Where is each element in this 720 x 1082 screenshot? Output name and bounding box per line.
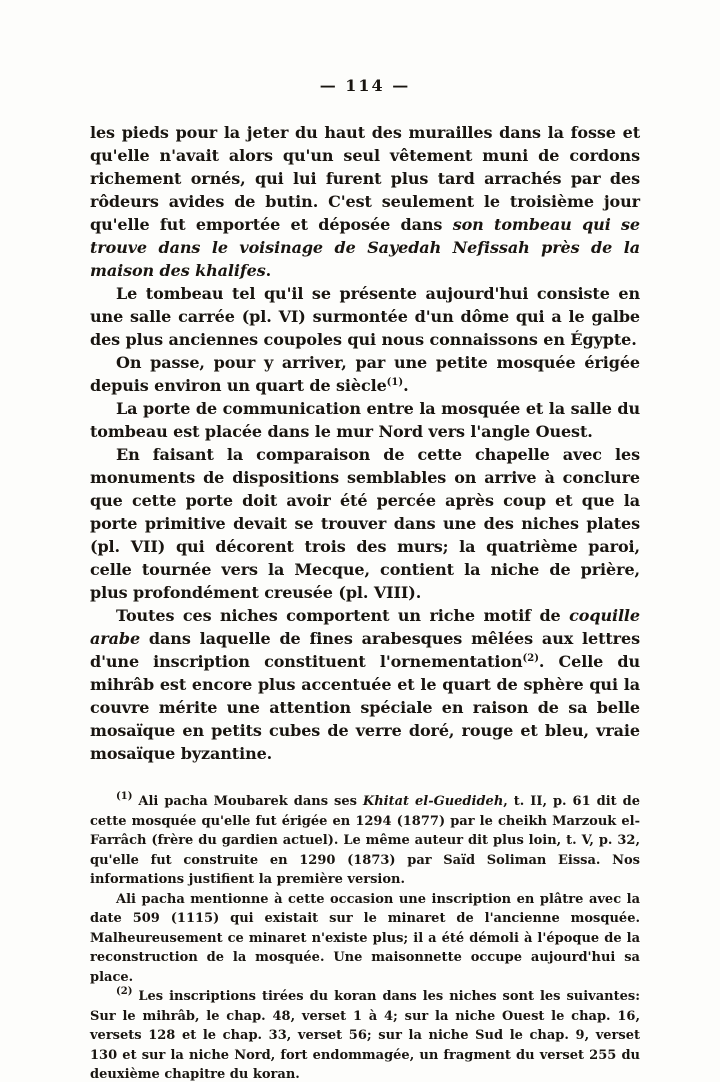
- text-run: dans laquelle de fines arabesques mêlées aux lettres d'une inscription constituent l'ornementation: [90, 629, 640, 671]
- paragraph-1: [90, 121, 640, 282]
- text-run: Le tombeau tel qu'il se présente aujourd'hui consiste en une salle carrée (pl. VI) surmontée d'un dôme qui a le galbe des plus anciennes coupoles qui nous connaissons en Égypte.: [90, 284, 640, 349]
- footnote-ref-1: (1): [386, 377, 404, 388]
- page-body: [90, 121, 640, 765]
- text-run: , t. II, p. 61 dit de cette mosquée qu'elle fut érigée en 1294 (1877) par le cheikh Marzouk el-Farrâch (frère du gardien actuel). Le même auteur dit plus loin, t. V, p. 32, qu'elle fut construite en 1290 (1873) par Saïd Soliman Eissa. Nos informations justifient la première version.: [90, 794, 640, 887]
- paragraph-4: [90, 397, 640, 443]
- paragraph-3: [90, 351, 640, 397]
- text-run: .: [265, 261, 272, 280]
- text-run: Ali pacha Moubarek dans ses: [132, 794, 363, 809]
- footnote-ref-2: (2): [522, 653, 539, 664]
- italic-run: son tombeau qui se trouve dans le voisinage de Sayedah Nefissah près de la maison des khalifes: [90, 215, 641, 280]
- text-run: les pieds pour la jeter du haut des murailles dans la fosse et qu'elle n'avait alors qu'un seul vêtement muni de cordons richement ornés, qui lui furent plus tard arrachés par des rôdeurs avides de butin. C'est seulement le troisième jour qu'elle fut emportée et déposée dans: [90, 123, 640, 234]
- text-run: .: [403, 376, 409, 395]
- paragraph-6: [90, 604, 640, 765]
- italic-run: Khitat el-Guedideh: [362, 794, 504, 809]
- text-run: En faisant la comparaison de cette chapelle avec les monuments de dispositions semblables on arrive à conclure que cette porte doit avoir été percée après coup et que la porte primitive devait se trouver dans une des niches plates (pl. VII) qui décorent trois des murs; la quatrième paroi, celle tournée vers la Mecque, contient la niche de prière, plus profondément creusée (pl. VIII).: [90, 445, 640, 602]
- text-run: Ali pacha mentionne à cette occasion une inscription en plâtre avec la date 509 (1115) qui existait sur le minaret de l'ancienne mosquée. Malheureusement ce minaret n'existe plus; il a été démoli à l'époque de la reconstruction de la mosquée. Une maisonnette occupe aujourd'hui sa place.: [90, 891, 640, 985]
- paragraph-2: [90, 282, 640, 351]
- text-run: . Celle du mihrâb est encore plus accentuée et le quart de sphère qui la couvre mérite une attention spéciale en raison de sa belle mosaïque en petits cubes de verre doré, rouge et bleu, vraie mosaïque byzantine.: [90, 652, 640, 763]
- footnote-marker-1: (1): [116, 791, 133, 802]
- text-run: Toutes ces niches comportent un riche motif de: [116, 606, 570, 625]
- page-number: — 114 —: [319, 76, 411, 95]
- page-header: [90, 76, 640, 95]
- text-run: La porte de communication entre la mosquée et la salle du tombeau est placée dans le mur Nord vers l'angle Ouest.: [90, 399, 640, 441]
- footnote-1: [90, 792, 640, 890]
- text-run: Les inscriptions tirées du koran dans les niches sont les suivantes: Sur le mihrâb, le chap. 48, verset 1 à 4; sur la niche Ouest le chap. 16, versets 128 et le chap. 33, verset 56; sur la niche Sud le chap. 9, verset 130 et sur la niche Nord, fort endommagée, un fragment du verset 255 du deuxième chapitre du koran.: [90, 989, 640, 1082]
- footnotes-section: [90, 792, 640, 1082]
- text-run: On passe, pour y arriver, par une petite mosquée érigée depuis environ un quart de siècle: [90, 353, 640, 395]
- italic-run: coquille arabe: [90, 606, 640, 648]
- footnote-marker-2: (2): [116, 986, 133, 997]
- footnote-2: [90, 987, 640, 1082]
- paragraph-5: [90, 443, 640, 604]
- footnote-1-continued: [90, 890, 640, 988]
